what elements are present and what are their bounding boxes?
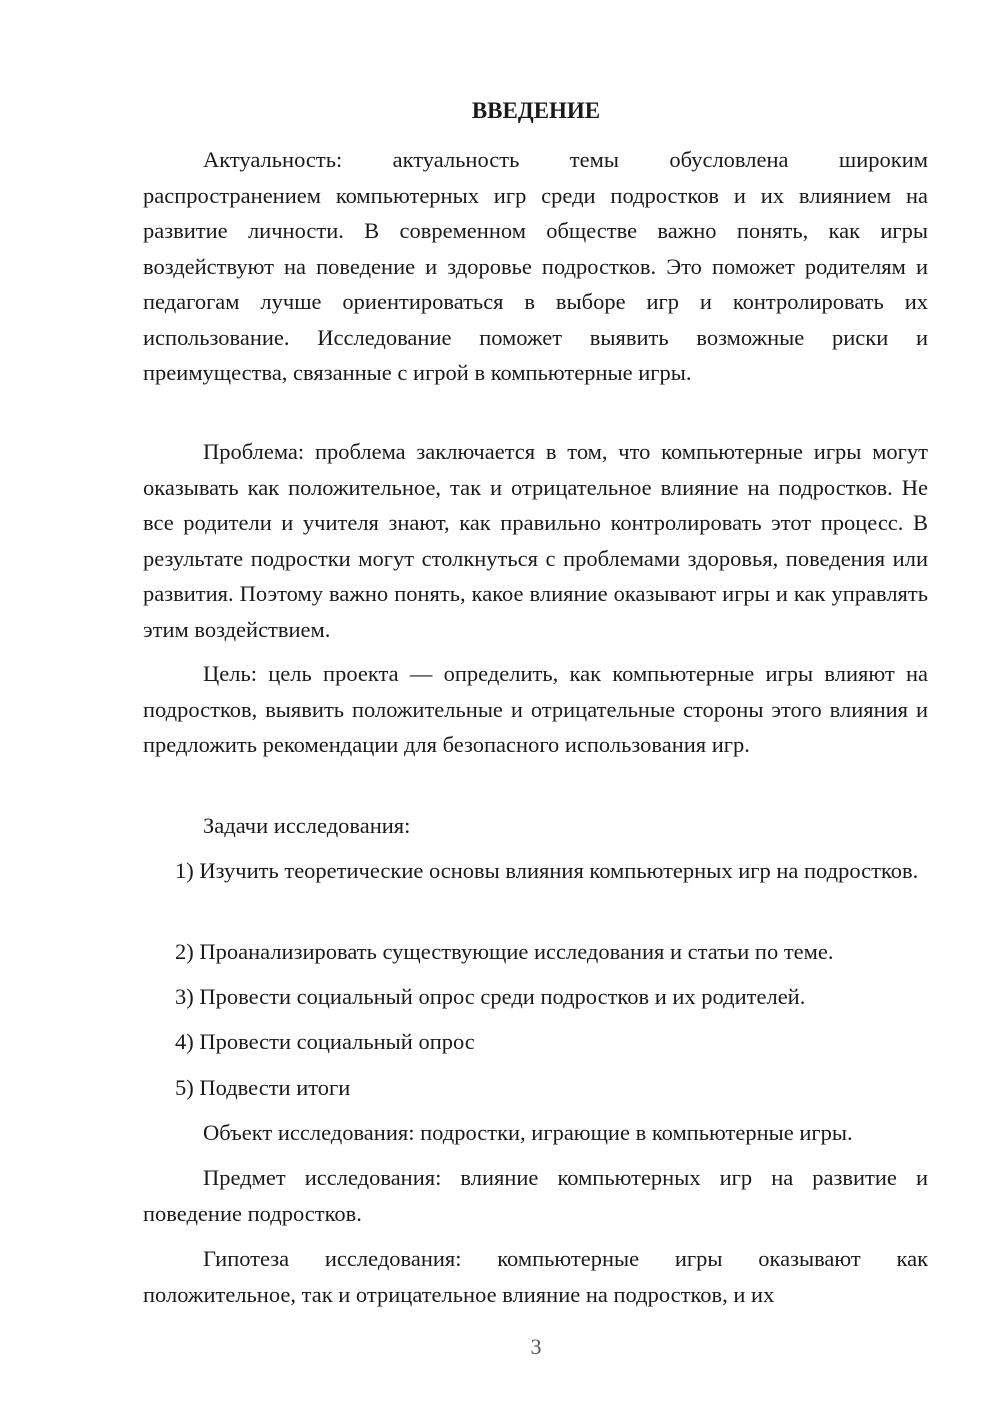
- relevance-paragraph: Актуальность: актуальность темы обусловлена широким распространением компьютерных игр среди подростков и их влиянием на развитие личности. В современном обществе важно понять, как игры воздействуют на поведение и здоровье подростков. Это поможет родителям и педагогам лучше ориентироваться в выборе игр и контролировать их использование. Исследование поможет выявить возможные риски и преимущества, связанные с игрой в компьютерные игры.: [143, 147, 928, 385]
- object-paragraph: Объект исследования: подростки, играющие в компьютерные игры.: [203, 1120, 853, 1145]
- tasks-heading: Задачи исследования:: [203, 813, 411, 838]
- task-item-3: 3) Провести социальный опрос среди подростков и их родителей.: [175, 984, 806, 1009]
- problem-paragraph: Проблема: проблема заключается в том, что компьютерные игры могут оказывать как положительное, так и отрицательное влияние на подростков. Не все родители и учителя знают, как правильно контролировать этот процесс. В результате подростки могут столкнуться с проблемами здоровья, поведения или развития. Поэтому важно понять, какое влияние оказывают игры и как управлять этим воздействием.: [143, 439, 928, 642]
- page-title: ВВЕДЕНИЕ: [471, 98, 601, 123]
- task-item-1: 1) Изучить теоретические основы влияния компьютерных игр на подростков.: [175, 858, 919, 883]
- page-number: 3: [530, 1334, 542, 1359]
- task-item-4: 4) Провести социальный опрос: [175, 1029, 475, 1054]
- subject-paragraph: Предмет исследования: влияние компьютерных игр на развитие и поведение подростков.: [143, 1165, 928, 1226]
- goal-paragraph: Цель: цель проекта — определить, как компьютерные игры влияют на подростков, выявить положительные и отрицательные стороны этого влияния и предложить рекомендации для безопасного использования игр.: [143, 661, 928, 757]
- hypothesis-paragraph: Гипотеза исследования: компьютерные игры оказывают как положительное, так и отрицательное влияние на подростков, и их: [143, 1246, 928, 1307]
- task-item-2: 2) Проанализировать существующие исследования и статьи по теме.: [175, 939, 834, 964]
- task-item-5: 5) Подвести итоги: [175, 1075, 351, 1100]
